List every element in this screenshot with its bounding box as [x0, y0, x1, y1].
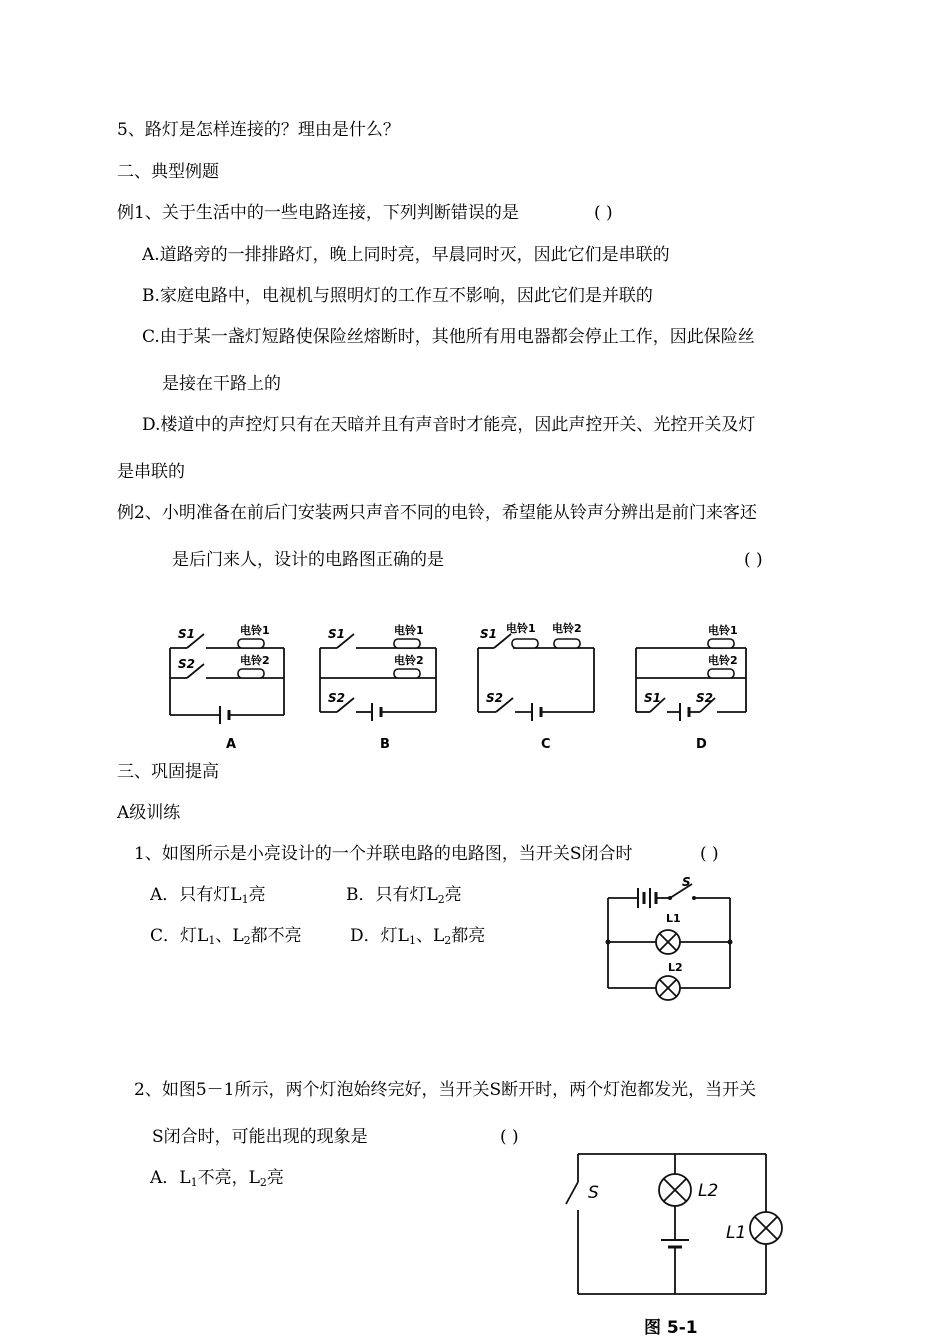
section-heading-2: 二、典型例题 [117, 162, 219, 182]
d-s1-label: S1 [644, 691, 661, 705]
figure-caption: 图 5-1 [644, 1318, 698, 1338]
example-1-option-c-line2: 是接在干路上的 [162, 374, 281, 394]
example-1-option-d-line1: D.楼道中的声控灯只有在天暗并且有声音时才能亮，因此声控开关、光控开关及灯 [142, 415, 756, 435]
p2-l2-label: L2 [698, 1181, 719, 1201]
d-bell1-label: 电铃1 [708, 624, 738, 637]
a-bell2-label: 电铃2 [240, 654, 270, 667]
b-s1-label: S1 [328, 627, 345, 641]
c-label: C [541, 737, 551, 752]
example-2-stem-line1: 例2、小明准备在前后门安装两只声音不同的电铃，希望能从铃声分辨出是前门来客还 [117, 503, 757, 523]
p1-l1-label: L1 [666, 912, 681, 925]
circuit-b [320, 623, 436, 752]
b-bell2-label: 电铃2 [394, 654, 424, 667]
example-1-option-d-line2: 是串联的 [117, 462, 185, 482]
example-1-option-b: B.家庭电路中，电视机与照明灯的工作互不影响，因此它们是并联的 [142, 286, 653, 306]
c-s2-label: S2 [486, 691, 503, 705]
circuit-d [636, 623, 746, 752]
figure-5-1 [560, 1148, 800, 1340]
question-5: 5、路灯是怎样连接的？理由是什么？ [117, 120, 400, 140]
a-s2-label: S2 [178, 657, 195, 671]
problem-2-answer-paren: ( ) [500, 1127, 519, 1147]
problem-1-answer-paren: ( ) [700, 844, 719, 864]
problem-2-stem-line1: 2、如图5－1所示，两个灯泡始终完好，当开关S断开时，两个灯泡都发光，当开关 [134, 1080, 757, 1100]
d-s2-label: S2 [696, 691, 713, 705]
problem-1-option-c: C．灯$L_1$、$L_2$都不亮 [150, 926, 302, 947]
problem-2-option-a: A．$L_1$不亮，$L_2$亮 [150, 1168, 284, 1189]
d-label: D [696, 737, 707, 752]
b-label: B [380, 737, 390, 752]
example-1-option-a: A.道路旁的一排排路灯，晚上同时亮，早晨同时灭，因此它们是串联的 [142, 245, 670, 265]
problem-1-option-b: B．只有灯$L_2$亮 [346, 885, 462, 906]
example-1-stem: 例1、关于生活中的一些电路连接，下列判断错误的是 [117, 203, 519, 223]
problem-1-option-a: A．只有灯$L_1$亮 [150, 885, 266, 906]
problem-1-stem: 1、如图所示是小亮设计的一个并联电路的电路图，当开关S闭合时 [134, 844, 633, 864]
problem-2-stem-line2: S闭合时，可能出现的现象是 [152, 1127, 368, 1147]
c-s1-label: S1 [480, 627, 497, 641]
example-1-answer-paren: ( ) [594, 203, 613, 223]
doorbell-circuit-figure [160, 612, 760, 754]
circuit-c [478, 621, 594, 752]
example-2-answer-paren: ( ) [744, 550, 763, 570]
p1-s-label: S [682, 875, 691, 889]
parallel-circuit-figure [600, 870, 740, 1005]
c-bell1-label: 电铃1 [506, 622, 536, 635]
example-1-option-c-line1: C.由于某一盏灯短路使保险丝熔断时，其他所有用电器都会停止工作，因此保险丝 [142, 327, 755, 347]
circuit-a [170, 623, 284, 752]
level-a-heading: A级训练 [117, 803, 181, 823]
b-bell1-label: 电铃1 [394, 624, 424, 637]
p2-s-label: S [588, 1183, 599, 1203]
a-label: A [226, 737, 237, 752]
problem-1-option-d: D．灯$L_1$、$L_2$都亮 [350, 926, 486, 947]
a-s1-label: S1 [178, 627, 195, 641]
c-bell2-label: 电铃2 [552, 622, 582, 635]
b-s2-label: S2 [328, 691, 345, 705]
example-2-stem-line2: 是后门来人，设计的电路图正确的是 [172, 550, 444, 570]
p1-l2-label: L2 [668, 961, 683, 974]
section-heading-3: 三、巩固提高 [117, 762, 219, 782]
d-bell2-label: 电铃2 [708, 654, 738, 667]
a-bell1-label: 电铃1 [240, 624, 270, 637]
p2-l1-label: L1 [726, 1223, 747, 1243]
